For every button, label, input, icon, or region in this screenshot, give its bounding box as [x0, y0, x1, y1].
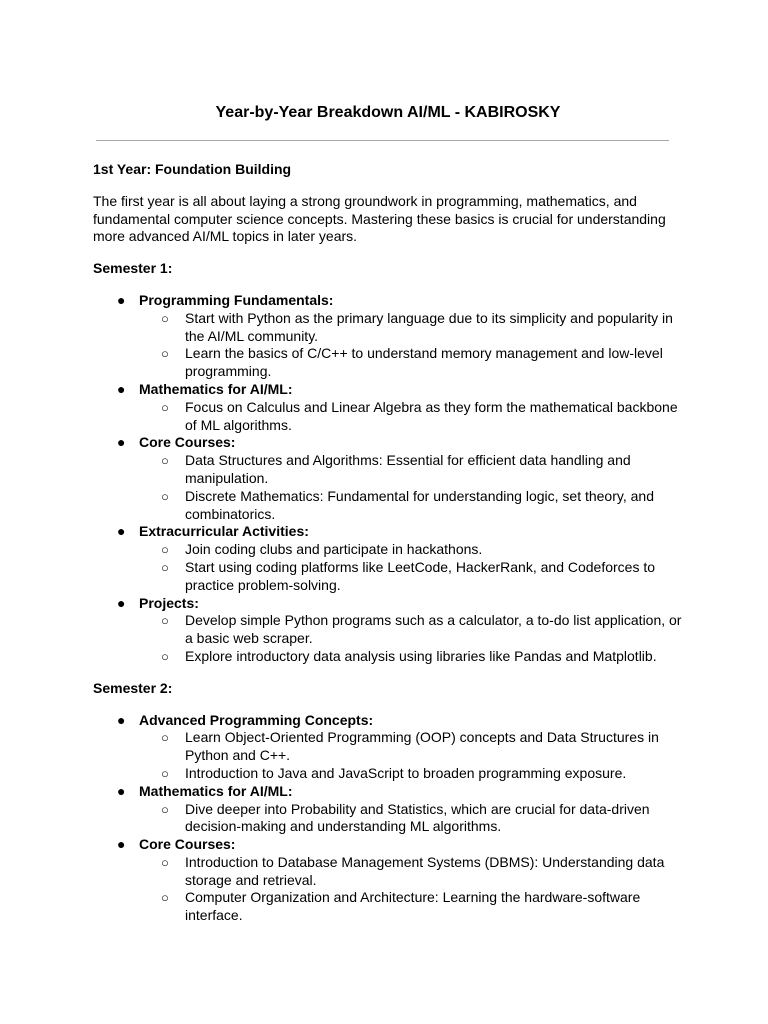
filled-bullet-icon: ●: [117, 380, 126, 397]
semester2-topic-list: [93, 712, 683, 926]
topic-label: Core Courses:: [139, 434, 236, 451]
topic-point-list: [139, 854, 683, 925]
topic-label: Extracurricular Activities:: [139, 523, 309, 540]
topic-item: [93, 712, 683, 783]
list-item: [139, 452, 683, 488]
filled-bullet-icon: ●: [117, 594, 126, 611]
topic-item: [93, 523, 683, 594]
list-item: [139, 345, 683, 381]
list-item: [139, 854, 683, 890]
point-text: Dive deeper into Probability and Statistics, which are crucial for data-driven decision-making and understanding ML algorithms.: [185, 800, 650, 835]
hollow-bullet-icon: ○: [161, 613, 169, 629]
semester1-heading: Semester 1:: [93, 260, 173, 277]
semester1-topic-list: [93, 292, 683, 666]
topic-item: [93, 434, 683, 523]
topic-item: [93, 595, 683, 666]
topic-item: [93, 836, 683, 925]
list-item: [139, 648, 683, 666]
point-text: Focus on Calculus and Linear Algebra as they form the mathematical backbone of ML algorithms.: [185, 398, 678, 433]
topic-item: [93, 381, 683, 434]
filled-bullet-icon: ●: [117, 836, 126, 853]
list-item: [139, 399, 683, 435]
point-text: Join coding clubs and participate in hackathons.: [185, 541, 483, 558]
year1-heading: 1st Year: Foundation Building: [93, 161, 292, 177]
hollow-bullet-icon: ○: [161, 346, 169, 362]
topic-point-list: [139, 310, 683, 381]
hollow-bullet-icon: ○: [161, 648, 169, 664]
hollow-bullet-icon: ○: [161, 854, 169, 870]
list-item: [139, 765, 683, 783]
hollow-bullet-icon: ○: [161, 730, 169, 746]
filled-bullet-icon: ●: [117, 523, 126, 540]
topic-label: Programming Fundamentals:: [139, 291, 334, 308]
list-item: [139, 310, 683, 346]
document-page: [93, 103, 683, 925]
hollow-bullet-icon: ○: [161, 488, 169, 504]
semester2-heading: Semester 2:: [93, 679, 173, 696]
point-text: Discrete Mathematics: Fundamental for understanding logic, set theory, and combinatorics.: [185, 487, 654, 522]
point-text: Computer Organization and Architecture: Learning the hardware-software interface.: [185, 889, 641, 924]
point-text: Learn the basics of C/C++ to understand memory management and low-level programming.: [185, 345, 663, 380]
hollow-bullet-icon: ○: [161, 310, 169, 326]
point-text: Learn Object-Oriented Programming (OOP) concepts and Data Structures in Python and C++.: [185, 729, 659, 764]
point-text: Explore introductory data analysis using libraries like Pandas and Matplotlib.: [185, 647, 657, 664]
document-title: Year-by-Year Breakdown AI/ML - KABIROSKY: [215, 104, 561, 121]
hollow-bullet-icon: ○: [161, 801, 169, 817]
hollow-bullet-icon: ○: [161, 399, 169, 415]
topic-point-list: [139, 612, 683, 665]
topic-label: Mathematics for AI/ML:: [139, 380, 293, 397]
topic-point-list: [139, 452, 683, 523]
filled-bullet-icon: ●: [117, 434, 126, 451]
hollow-bullet-icon: ○: [161, 542, 169, 558]
filled-bullet-icon: ●: [117, 711, 126, 728]
point-text: Start using coding platforms like LeetCode, HackerRank, and Codeforces to practice problem-solving.: [185, 558, 656, 593]
list-item: [139, 559, 683, 595]
hollow-bullet-icon: ○: [161, 890, 169, 906]
hollow-bullet-icon: ○: [161, 765, 169, 781]
list-item: [139, 612, 683, 648]
point-text: Data Structures and Algorithms: Essential for efficient data handling and manipulation.: [185, 452, 631, 486]
topic-item: [93, 292, 683, 381]
filled-bullet-icon: ●: [117, 291, 126, 308]
list-item: [139, 801, 683, 837]
point-text: Introduction to Database Management Systems (DBMS): Understanding data storage and retrieval.: [185, 853, 665, 888]
point-text: Introduction to Java and JavaScript to broaden programming exposure.: [185, 764, 627, 781]
topic-point-list: [139, 541, 683, 594]
year1-intro: The first year is all about laying a strong groundwork in programming, mathematics, and fundamental computer science concepts. Mastering these basics is crucial for understanding more advanced AI/ML topics in later years.: [93, 192, 666, 245]
hollow-bullet-icon: ○: [161, 559, 169, 575]
topic-point-list: [139, 729, 683, 782]
list-item: [139, 889, 683, 925]
hollow-bullet-icon: ○: [161, 453, 169, 469]
topic-label: Advanced Programming Concepts:: [139, 711, 374, 728]
list-item: [139, 541, 683, 559]
topic-label: Core Courses:: [139, 836, 236, 853]
topic-label: Mathematics for AI/ML:: [139, 782, 293, 799]
topic-item: [93, 783, 683, 836]
topic-label: Projects:: [139, 594, 199, 611]
list-item: [139, 729, 683, 765]
list-item: [139, 488, 683, 524]
title-divider: [96, 140, 669, 141]
topic-point-list: [139, 801, 683, 837]
filled-bullet-icon: ●: [117, 782, 126, 799]
point-text: Start with Python as the primary language due to its simplicity and popularity in the AI/ML community.: [185, 309, 673, 344]
topic-point-list: [139, 399, 683, 435]
point-text: Develop simple Python programs such as a calculator, a to-do list application, or a basic web scraper.: [185, 612, 682, 647]
